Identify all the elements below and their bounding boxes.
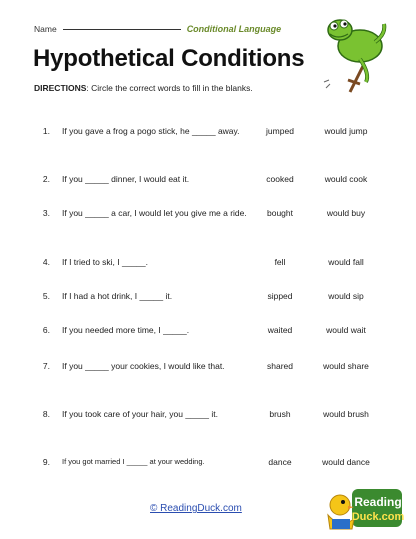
answer-option-1[interactable]: sipped [267, 291, 293, 301]
question-text: If you needed more time, I _____. [62, 325, 190, 335]
answer-option-2[interactable]: would cook [324, 174, 368, 184]
answer-option-2[interactable]: would sip [328, 291, 364, 301]
answer-option-1[interactable]: dance [268, 457, 292, 467]
logo-text-bottom: Duck.com [351, 511, 404, 523]
logo-text-top: Reading [354, 495, 402, 509]
directions-label: DIRECTIONS [34, 83, 87, 93]
question-text: If you _____ your cookies, I would like that. [62, 361, 225, 371]
answer-option-2[interactable]: would buy [326, 208, 366, 218]
answer-option-2[interactable]: would dance [322, 457, 370, 467]
readingduck-link[interactable]: © ReadingDuck.com [150, 503, 242, 514]
directions [34, 83, 253, 93]
answer-option-2[interactable]: would brush [323, 409, 369, 419]
question-text: If you took care of your hair, you _____ it. [62, 409, 218, 419]
question-number: 1. [42, 126, 50, 136]
answer-option-1[interactable]: brush [269, 409, 291, 419]
question-text: If you _____ a car, I would let you give me a ride. [62, 208, 247, 218]
question-number: 3. [42, 208, 50, 218]
question-number: 4. [42, 257, 50, 267]
name-blank[interactable] [63, 29, 181, 30]
question-number: 7. [42, 361, 50, 371]
question-number: 6. [42, 325, 50, 335]
name-line [34, 24, 281, 34]
question-text: If you _____ dinner, I would eat it. [62, 174, 190, 184]
answer-option-1[interactable]: fell [274, 257, 286, 267]
reading-duck-logo-icon [322, 485, 404, 533]
question-text: If I tried to ski, I _____. [62, 257, 148, 267]
page-title: Hypothetical Conditions [33, 45, 305, 72]
answer-option-1[interactable]: shared [267, 361, 293, 371]
question-number: 2. [42, 174, 50, 184]
answer-option-2[interactable]: would share [323, 361, 369, 371]
answer-option-1[interactable]: jumped [266, 126, 294, 136]
answer-option-1[interactable]: bought [267, 208, 293, 218]
question-text: If you gave a frog a pogo stick, he _____ away. [62, 126, 240, 136]
question-number: 5. [42, 291, 50, 301]
question-text: If you got married I _____ at your wedding. [62, 457, 205, 466]
name-label: Name [34, 24, 57, 34]
answer-option-2[interactable]: would jump [324, 126, 368, 136]
question-number: 8. [42, 409, 50, 419]
answer-option-1[interactable]: waited [267, 325, 293, 335]
answer-option-2[interactable]: would fall [328, 257, 364, 267]
question-text: If I had a hot drink, I _____ it. [62, 291, 173, 301]
answer-option-1[interactable]: cooked [266, 174, 294, 184]
answer-option-2[interactable]: would wait [326, 325, 366, 335]
directions-text: : Circle the correct words to fill in the blanks. [86, 83, 253, 93]
subject-label: Conditional Language [186, 24, 282, 34]
question-number: 9. [42, 457, 50, 467]
frog-on-pogo-stick-icon [320, 14, 390, 94]
